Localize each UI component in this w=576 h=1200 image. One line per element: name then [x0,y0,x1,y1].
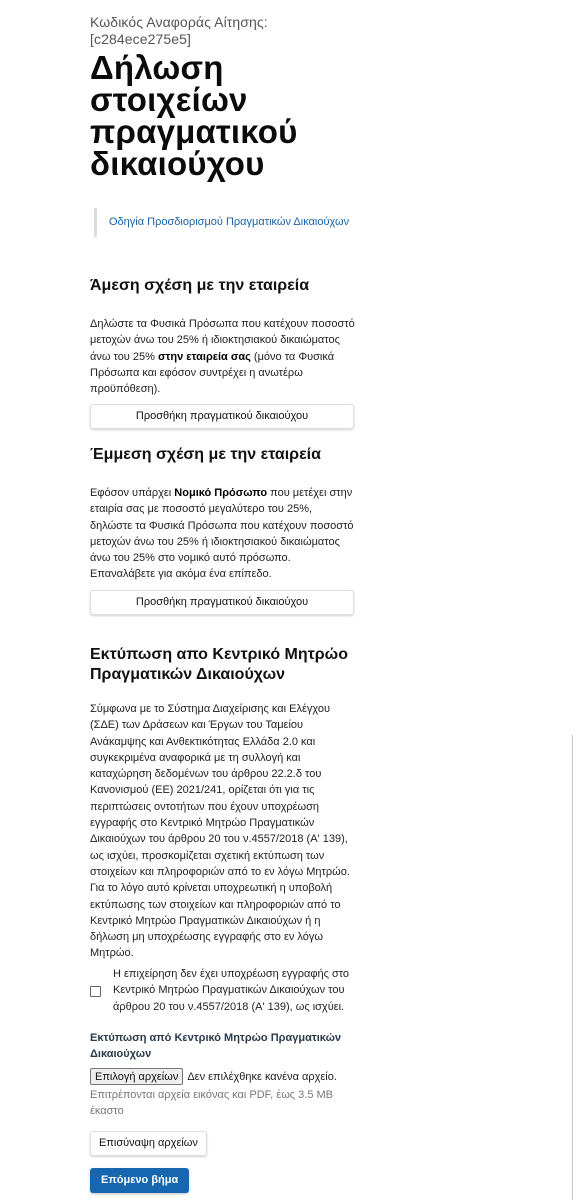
registry-section [90,645,356,1193]
file-input[interactable] [90,1068,356,1085]
file-hint-text: Επιτρέπονται αρχεία εικόνας και PDF, έως 3.5 MB έκαστο [90,1089,333,1117]
guide-link[interactable]: Οδηγία Προσδιορισμού Πραγματικών Δικαιούχων [109,216,350,228]
reference-label: Κωδικός Αναφοράς Αίτησης: [90,14,268,30]
scrollbar[interactable] [572,735,573,1200]
direct-relation-section [90,276,356,429]
no-registration-label: Η επιχείρηση δεν έχει υποχρέωση εγγραφής στο Κεντρικό Μητρώο Πραγματικών Δικαιούχων του άρθρου 20 του ν.4557/2018 (Α' 139), ως ισχύει. [113,967,350,1013]
page-title: Δήλωση στοιχείων πραγματικού δικαιούχου [90,49,298,182]
guide-callout [94,208,356,237]
indirect-relation-section [90,445,356,615]
choose-files-button[interactable]: Επιλογή αρχείων [90,1068,183,1085]
file-status-text: Δεν επιλέχθηκε κανένα αρχείο. [187,1070,337,1083]
direct-relation-text: Δηλώστε τα Φυσικά Πρόσωπα που κατέχουν ποσοστό μετοχών άνω του 25% ή ιδιοκτησιακού δικαιώματος άνω του 25% στην εταιρεία σας (μόνο τα Φυσικά Πρόσωπα και εφόσον συντρέχει η ανωτέρω προϋπόθεση). [90,318,355,396]
next-step-button[interactable]: Επόμενο βήμα [90,1168,189,1193]
page-header [90,14,356,237]
registry-heading: Εκτύπωση απο Κεντρικό Μητρώο Πραγματικών Δικαιούχων [90,646,348,683]
add-indirect-beneficiary-button[interactable]: Προσθήκη πραγματικού δικαιούχου [90,590,354,615]
no-registration-checkbox[interactable] [90,986,101,997]
upload-label: Εκτύπωση από Κεντρικό Μητρώο Πραγματικών Δικαιούχων [90,1032,341,1060]
add-direct-beneficiary-button[interactable]: Προσθήκη πραγματικού δικαιούχου [90,404,354,429]
reference-code: [c284ece275e5] [90,31,192,47]
direct-relation-heading: Άμεση σχέση με την εταιρεία [90,277,310,294]
no-registration-checkbox-row[interactable] [90,966,356,1016]
indirect-relation-heading: Έμμεση σχέση με την εταιρεία [90,446,321,463]
registry-text: Σύμφωνα με το Σύστημα Διαχείρισης και Ελέγχου (ΣΔΕ) των Δράσεων και Έργων του Ταμείου Ανάκαμψης και Ανθεκτικότητας Ελλάδα 2.0 και συγκεκριμένα αναφορικά με τη συλλογή και καταχώρηση δεδομένων του άρθρου 22.2.δ του Κανονισμού (ΕΕ) 2021/241, ορίζεται ότι για τις περιπτώσεις οντοτήτων που έχουν υποχρέωση εγγραφής στο Κεντρικό Μητρώο Πραγματικών Δικαιούχων του άρθρου 20 του ν.4557/2018 (Α' 139), ως ισχύει, προσκομίζεται σχετική εκτύπωση των στοιχείων και πληροφοριών από το εν λόγω Μητρώο. Για το λόγο αυτό κρίνεται υποχρεωτική η υποβολή εκτύπωσης των στοιχείων και πληροφοριών από το Κεντρικό Μητρώο Πραγματικών Δικαιούχων ή η δήλωση μη υποχρέωσης εγγραφής στο εν λόγω Μητρώο. [90,703,350,960]
attach-files-button[interactable]: Επισύναψη αρχείων [90,1131,207,1156]
indirect-relation-text: Εφόσον υπάρχει Νομικό Πρόσωπο που μετέχει στην εταιρία σας με ποσοστό μεγαλύτερο του 25%, δηλώστε τα Φυσικά Πρόσωπα που κατέχουν ποσοστό μετοχών άνω του 25% ή ιδιοκτησιακού δικαιώματος άνω του 25% στο νομικό αυτό πρόσωπο. Επαναλάβετε για ακόμα ένα επίπεδο. [90,487,354,581]
